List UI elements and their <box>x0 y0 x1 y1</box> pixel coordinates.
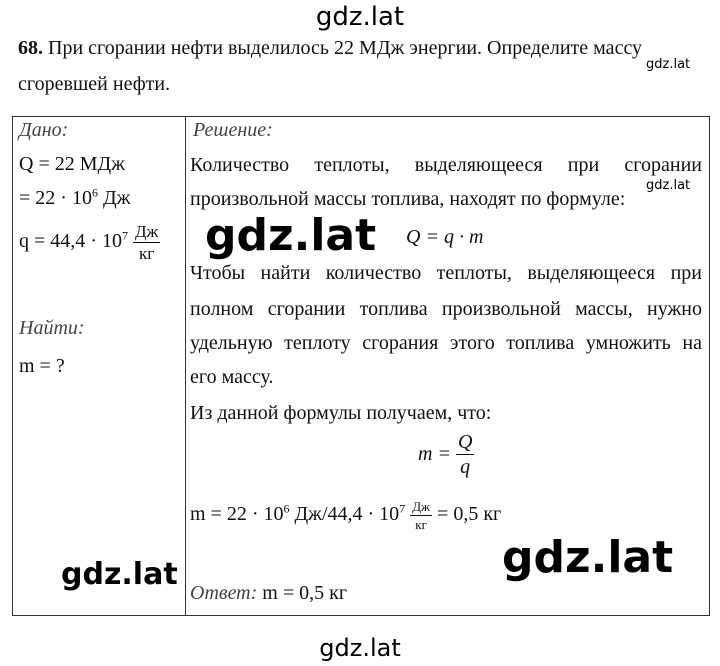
watermark-big-center: gdz.lat <box>205 210 377 261</box>
given-unit-fraction: $\frac{Дж}{кг}$ <box>134 222 159 263</box>
problem-statement <box>18 30 708 102</box>
find-heading: Найти: <box>19 317 85 339</box>
solution-p2-line1: Чтобы найти количество теплоты, выделяющееся при <box>190 262 702 284</box>
calculation: $m = 22 \cdot 10^6$ $Дж/44,4 \cdot 10^7$ $\frac{Дж}{кг}$ = 0,5 кг <box>190 499 502 532</box>
formula-heat: Q = q · m <box>406 226 484 248</box>
formula-mass: m = $\frac{Q}{q}$ <box>418 431 473 478</box>
watermark-left: gdz.lat <box>61 557 178 592</box>
solution-heading: Решение: <box>193 119 273 141</box>
solution-p1-line2: произвольной массы топлива, находят по формуле: <box>190 188 626 210</box>
solution-p2-line3: удельную теплоту сгорания этого топлива умножить на <box>190 332 702 354</box>
watermark-bottom: gdz.lat <box>319 634 401 662</box>
problem-text-1: При сгорании нефти выделилось 22 МДж энергии. Определите массу <box>43 37 643 59</box>
given-specific-heat: $q = 44,4 \cdot 10^7$ $\frac{Дж}{кг}$ <box>19 222 159 263</box>
table-divider <box>185 117 186 615</box>
watermark-big-right: gdz.lat <box>502 532 674 583</box>
problem-line-1 <box>18 30 708 66</box>
answer <box>190 582 347 605</box>
problem-line-2: сгоревшей нефти. <box>18 73 171 95</box>
calc-unit-fraction: $\frac{Дж}{кг}$ <box>412 499 431 532</box>
given-heat-converted: = $22 \cdot 10^6$ Дж <box>19 185 131 209</box>
find-value: m = ? <box>19 355 65 377</box>
watermark-top: gdz.lat <box>315 2 405 32</box>
given-heading: Дано: <box>19 119 69 141</box>
watermark-small-1: gdz.lat <box>646 57 691 72</box>
answer-value: m = 0,5 кг <box>262 582 348 604</box>
answer-label: Ответ: <box>190 582 263 604</box>
formula-mass-fraction: $\frac{Q}{q}$ <box>457 431 473 478</box>
solution-p2-line4: его массу. <box>190 366 274 388</box>
solution-p3: Из данной формулы получаем, что: <box>190 402 492 424</box>
given-heat: Q = 22 МДж <box>19 153 125 175</box>
watermark-small-2: gdz.lat <box>646 178 691 193</box>
solution-p1-line1: Количество теплоты, выделяющееся при сгорании <box>190 154 702 176</box>
solution-p2-line2: полном сгорании топлива произвольной массы, нужно <box>190 298 702 320</box>
problem-number: 68. <box>18 37 43 59</box>
